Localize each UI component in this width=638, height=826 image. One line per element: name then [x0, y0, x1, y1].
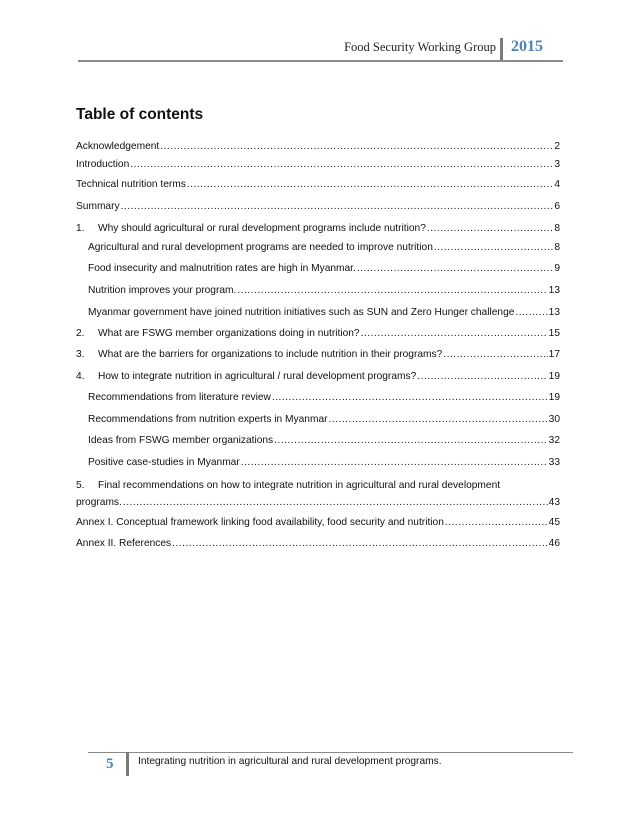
toc-dot-leader: [121, 200, 554, 214]
toc-entry-page: 19: [548, 392, 560, 403]
toc-entry-text: Myanmar government have joined nutrition initiatives such as SUN and Zero Hunger challenge: [88, 307, 515, 318]
footer-page-number: 5: [106, 756, 114, 772]
toc-entry[interactable]: [76, 327, 560, 341]
toc-entry[interactable]: [76, 140, 560, 154]
toc-entry-text: Summary: [76, 201, 120, 212]
toc-entry-number: 1.: [76, 223, 85, 234]
toc-entry-number: 4.: [76, 371, 85, 382]
toc-entry-page: 30: [548, 414, 560, 425]
toc-entry[interactable]: [76, 200, 560, 214]
toc-entry[interactable]: [76, 370, 560, 384]
toc-entry-text: Recommendations from literature review: [88, 392, 271, 403]
toc-entry-text: Food insecurity and malnutrition rates are high in Myanmar.: [88, 263, 356, 274]
toc-dot-leader: [172, 537, 548, 551]
toc-entry-page: 43: [548, 497, 560, 508]
toc-entry-text: Positive case-studies in Myanmar: [88, 457, 240, 468]
toc-entry[interactable]: [88, 456, 560, 470]
toc-dot-leader: [357, 262, 553, 276]
toc-entry-page: 46: [548, 538, 560, 549]
toc-entry[interactable]: [76, 537, 560, 551]
toc-entry-page: 32: [548, 435, 560, 446]
toc-dot-leader: [123, 496, 548, 510]
toc-entry-page: 2: [554, 141, 560, 152]
toc-entry-page: 8: [554, 223, 560, 234]
toc-entry-text: Final recommendations on how to integrate nutrition in agricultural and rural development: [98, 480, 501, 491]
toc-dot-leader: [237, 284, 547, 298]
toc-entry-number: 5.: [76, 480, 85, 491]
toc-entry-text: Recommendations from nutrition experts in Myanmar: [88, 414, 328, 425]
toc-entry-text: What are the barriers for organizations to include nutrition in their programs?: [98, 349, 443, 360]
toc-entry-page: 3: [554, 159, 560, 170]
toc-entry-page: 19: [548, 371, 560, 382]
toc-entry[interactable]: [76, 222, 560, 236]
toc-dot-leader: [187, 178, 553, 192]
toc-dot-leader: [274, 434, 548, 448]
toc-entry[interactable]: [76, 348, 560, 362]
toc-entry[interactable]: [88, 284, 560, 298]
toc-dot-leader: [445, 516, 548, 530]
toc-entry-text: Agricultural and rural development programs are needed to improve nutrition: [88, 242, 433, 253]
toc-entry-number: 2.: [76, 328, 85, 339]
toc-entry-text: Why should agricultural or rural development programs include nutrition?: [98, 223, 426, 234]
toc-dot-leader: [272, 391, 548, 405]
header-title: Food Security Working Group: [344, 40, 496, 54]
toc-entry-page: 45: [548, 517, 560, 528]
toc-entry[interactable]: [76, 516, 560, 530]
toc-entry-text: Nutrition improves your program.: [88, 285, 237, 296]
toc-entry-number: 3.: [76, 349, 85, 360]
toc-entry[interactable]: [88, 434, 560, 448]
toc-entry[interactable]: [88, 262, 560, 276]
toc-dot-leader: [434, 241, 553, 255]
toc-entry-text: Acknowledgement: [76, 141, 160, 152]
header-divider: [500, 38, 503, 60]
toc-dot-leader: [241, 456, 548, 470]
toc-entry[interactable]: [88, 241, 560, 255]
toc-entry-page: 15: [548, 328, 560, 339]
toc-entry-page: 8: [554, 242, 560, 253]
toc-entry[interactable]: [88, 306, 560, 320]
header-year: 2015: [511, 38, 543, 55]
toc-entry-text: How to integrate nutrition in agricultural / rural development programs?: [98, 371, 417, 382]
toc-entry-page: 4: [554, 179, 560, 190]
toc-entry[interactable]: [76, 496, 560, 510]
toc-entry-text: Introduction: [76, 159, 130, 170]
footer-divider: [126, 752, 129, 776]
toc-entry-page: 33: [548, 457, 560, 468]
toc-dot-leader: [443, 348, 547, 362]
header-rule: [78, 60, 563, 62]
toc-dot-leader: [417, 370, 547, 384]
toc-entry-line[interactable]: [76, 479, 560, 493]
toc-entry[interactable]: [88, 391, 560, 405]
toc-entry-text: Technical nutrition terms: [76, 179, 186, 190]
toc-entry-page: 13: [548, 285, 560, 296]
toc-dot-leader: [329, 413, 548, 427]
toc-entry-text: What are FSWG member organizations doing in nutrition?: [98, 328, 360, 339]
toc-dot-leader: [130, 158, 553, 172]
toc-entry-page: 13: [548, 307, 560, 318]
footer-rule: [88, 752, 573, 753]
page-footer: [0, 752, 638, 792]
toc-entry[interactable]: [88, 413, 560, 427]
toc-entry[interactable]: [76, 158, 560, 172]
toc-entry-text: Ideas from FSWG member organizations: [88, 435, 274, 446]
toc-dot-leader: [361, 327, 548, 341]
toc-entry[interactable]: [76, 178, 560, 192]
page-header: [0, 38, 638, 64]
toc-entry-text: Annex II. References: [76, 538, 172, 549]
toc-dot-leader: [160, 140, 553, 154]
toc-heading: Table of contents: [76, 106, 204, 123]
toc-entry-text: programs.: [76, 497, 122, 508]
toc-entry-page: 6: [554, 201, 560, 212]
toc-dot-leader: [515, 306, 547, 320]
toc-dot-leader: [427, 222, 553, 236]
toc-entry-text: Annex I. Conceptual framework linking food availability, food security and nutrition: [76, 517, 444, 528]
footer-text: Integrating nutrition in agricultural and rural development programs.: [138, 756, 442, 767]
toc-entry-page: 9: [554, 263, 560, 274]
toc-entry-page: 17: [548, 349, 560, 360]
